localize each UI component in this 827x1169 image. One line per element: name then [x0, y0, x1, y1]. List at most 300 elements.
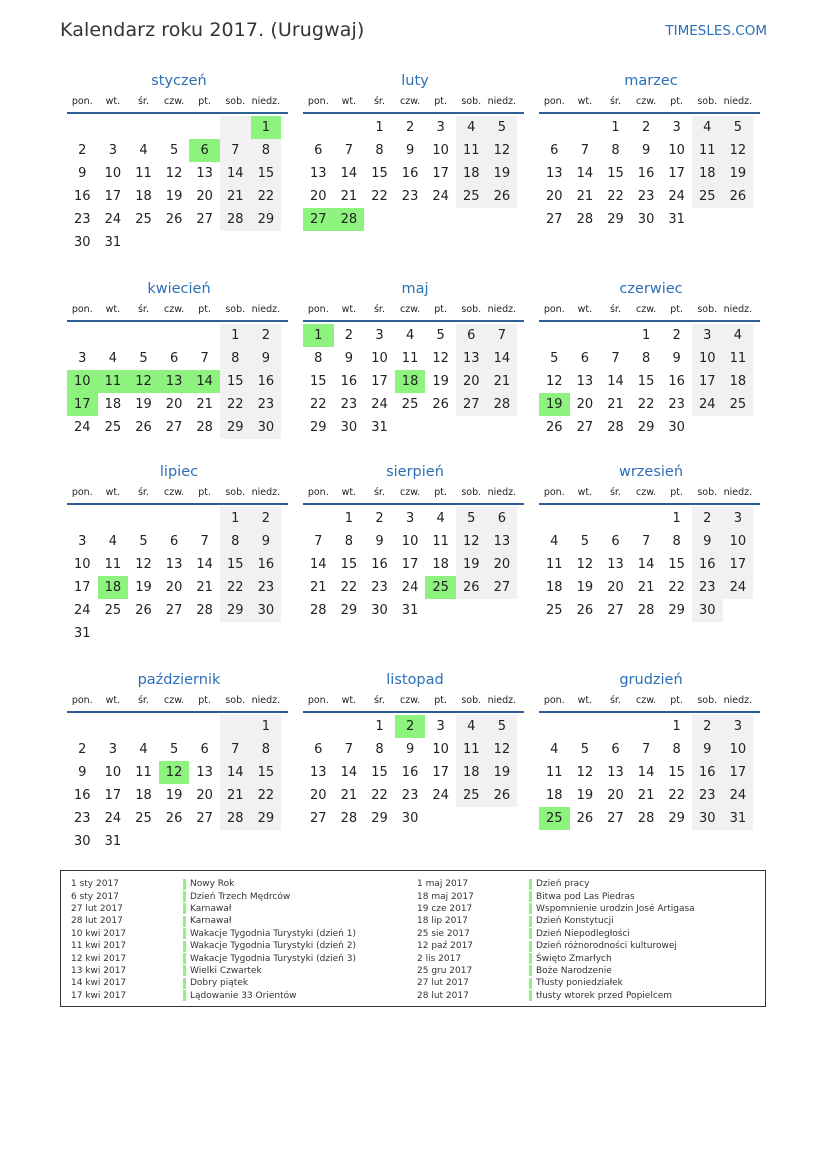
week-row: [539, 324, 763, 347]
day-cell: 10: [74, 557, 91, 572]
day-cell: 13: [310, 765, 327, 780]
day-cell: 27: [303, 208, 334, 231]
day-cell: 2: [344, 328, 354, 343]
month-4: [67, 280, 291, 439]
day-cell: 16: [74, 788, 91, 803]
empty-cell: [220, 231, 251, 254]
day-cell: 25: [425, 576, 456, 599]
legend-item: [417, 952, 695, 964]
day-cell: 12: [487, 139, 518, 162]
day-cell: 2: [405, 120, 415, 135]
day-cell: 8: [375, 742, 384, 757]
holiday-marker: [529, 978, 532, 989]
legend-item: [71, 903, 356, 915]
day-cell: 2: [672, 328, 681, 343]
day-cell: 11: [456, 738, 487, 761]
weekday-label: pt.: [198, 304, 212, 315]
day-cell: 13: [196, 166, 213, 181]
weekday-label: wt.: [341, 96, 357, 107]
day-cell: 12: [135, 557, 152, 572]
day-cell: 23: [340, 397, 358, 412]
holiday-date: 25 sie 2017: [417, 928, 470, 939]
week-row: [67, 715, 291, 738]
day-cell: 21: [637, 580, 655, 595]
day-cell: 30: [401, 811, 419, 826]
day-cell: 26: [723, 185, 754, 208]
day-cell: 14: [607, 374, 624, 389]
day-cell: 7: [220, 738, 251, 761]
day-cell: 19: [165, 189, 183, 204]
day-cell: 17: [371, 374, 388, 389]
empty-cell: [487, 599, 518, 622]
day-cell: 8: [314, 351, 323, 366]
header-divider: [539, 503, 760, 505]
holiday-date: 12 kwi 2017: [71, 953, 127, 964]
weekday-header: [67, 694, 291, 708]
holiday-date: 13 kwi 2017: [71, 965, 127, 976]
day-cell: 8: [251, 139, 282, 162]
day-cell: 5: [487, 715, 518, 738]
day-cell: 15: [607, 166, 624, 181]
day-cell: 28: [196, 603, 213, 618]
weekday-label: pt.: [434, 304, 448, 315]
month-name: listopad: [386, 672, 444, 688]
day-cell: 11: [546, 765, 563, 780]
day-cell: 24: [723, 576, 754, 599]
holiday-date: 10 kwi 2017: [71, 928, 127, 939]
day-cell: 9: [672, 351, 681, 366]
day-cell: 5: [580, 534, 590, 549]
weekday-label: pon.: [71, 96, 93, 107]
day-cell: 5: [580, 742, 590, 757]
holiday-marker: [529, 879, 532, 890]
empty-cell: [631, 507, 662, 530]
week-row: [303, 370, 527, 393]
week-row: [67, 162, 291, 185]
empty-cell: [487, 208, 518, 231]
month-name: lipiec: [159, 464, 199, 480]
month-10: [67, 671, 291, 853]
day-cell: 9: [344, 351, 354, 366]
header-divider: [67, 711, 288, 713]
day-cell: 6: [189, 139, 220, 162]
weekday-label: pt.: [434, 96, 448, 107]
day-cell: 10: [432, 742, 449, 757]
day-cell: 3: [723, 507, 754, 530]
day-cell: 20: [310, 788, 327, 803]
holiday-marker: [529, 928, 532, 939]
holiday-marker: [529, 891, 532, 902]
day-cell: 3: [436, 120, 445, 135]
day-cell: 15: [371, 765, 388, 780]
day-cell: 1: [251, 116, 282, 139]
day-cell: 22: [220, 576, 251, 599]
day-cell: 18: [546, 580, 563, 595]
empty-cell: [487, 807, 518, 830]
day-cell: 28: [637, 603, 655, 618]
day-cell: 1: [641, 328, 651, 343]
empty-cell: [189, 830, 220, 853]
legend-item: [417, 928, 695, 940]
day-cell: 17: [692, 370, 723, 393]
day-cell: 27: [607, 811, 624, 826]
day-cell: 16: [371, 557, 388, 572]
weekday-label: pt.: [198, 96, 212, 107]
day-cell: 4: [139, 742, 148, 757]
day-cell: 3: [108, 742, 118, 757]
brand-link[interactable]: TIMESLES.COM: [665, 23, 767, 39]
day-cell: 15: [340, 557, 358, 572]
week-row: [303, 347, 527, 370]
day-cell: 24: [74, 420, 91, 435]
day-cell: 5: [550, 351, 559, 366]
day-cell: 2: [251, 324, 282, 347]
empty-cell: [539, 116, 570, 139]
empty-cell: [159, 715, 190, 738]
empty-cell: [570, 715, 601, 738]
holiday-marker: [529, 953, 532, 964]
weekday-label: pt.: [198, 695, 212, 706]
empty-cell: [220, 116, 251, 139]
legend-item: [417, 977, 695, 989]
day-cell: 1: [220, 507, 251, 530]
day-cell: 26: [135, 603, 152, 618]
day-cell: 24: [692, 393, 723, 416]
legend-item: [71, 928, 356, 940]
empty-cell: [334, 715, 365, 738]
month-1: [67, 72, 291, 254]
weekday-label: sob.: [697, 96, 718, 107]
day-cell: 14: [340, 166, 358, 181]
day-cell: 30: [637, 212, 655, 227]
empty-cell: [456, 807, 487, 830]
day-cell: 19: [135, 397, 152, 412]
weekday-label: czw.: [400, 96, 421, 107]
day-cell: 20: [165, 580, 183, 595]
holiday-marker: [529, 941, 532, 952]
day-cell: 10: [67, 370, 98, 393]
day-cell: 23: [637, 189, 655, 204]
weekday-label: śr.: [373, 304, 385, 315]
weekday-label: pon.: [307, 487, 329, 498]
day-cell: 10: [104, 765, 122, 780]
day-cell: 26: [576, 811, 594, 826]
holiday-name: Bitwa pod Las Piedras: [536, 891, 635, 902]
day-cell: 16: [692, 761, 723, 784]
weekday-label: śr.: [137, 695, 149, 706]
day-cell: 13: [576, 374, 594, 389]
day-cell: 12: [723, 139, 754, 162]
weekday-label: czw.: [636, 304, 657, 315]
day-cell: 19: [165, 788, 183, 803]
weekday-header: [539, 95, 763, 109]
day-cell: 25: [401, 397, 419, 412]
month-3: [539, 72, 763, 231]
day-cell: 10: [104, 166, 122, 181]
empty-cell: [220, 622, 251, 645]
weekday-label: pon.: [71, 487, 93, 498]
empty-cell: [600, 715, 631, 738]
empty-cell: [159, 830, 190, 853]
day-cell: 31: [104, 235, 122, 250]
day-cell: 23: [251, 393, 282, 416]
day-cell: 17: [104, 788, 122, 803]
day-cell: 5: [436, 328, 445, 343]
day-cell: 25: [104, 420, 122, 435]
day-cell: 17: [723, 761, 754, 784]
empty-cell: [98, 622, 129, 645]
day-cell: 30: [74, 834, 91, 849]
day-cell: 6: [487, 507, 518, 530]
day-cell: 23: [692, 576, 723, 599]
empty-cell: [723, 208, 754, 231]
legend-item: [71, 940, 356, 952]
day-cell: 30: [74, 235, 91, 250]
day-cell: 2: [395, 715, 426, 738]
empty-cell: [570, 116, 601, 139]
month-12: [539, 671, 763, 830]
day-cell: 20: [546, 189, 563, 204]
holiday-marker: [183, 941, 186, 952]
month-8: [303, 463, 527, 622]
day-cell: 2: [375, 511, 384, 526]
week-row: [67, 370, 291, 393]
day-cell: 17: [432, 166, 449, 181]
day-cell: 14: [189, 370, 220, 393]
day-cell: 9: [405, 742, 415, 757]
week-row: [303, 162, 527, 185]
holiday-marker: [529, 916, 532, 927]
day-cell: 3: [78, 534, 87, 549]
week-row: [67, 807, 291, 830]
day-cell: 26: [487, 784, 518, 807]
weekday-label: niedz.: [487, 96, 517, 107]
month-name: sierpień: [386, 464, 444, 480]
day-cell: 21: [310, 580, 327, 595]
day-cell: 30: [692, 599, 723, 622]
weekday-label: sob.: [697, 304, 718, 315]
weekday-label: wt.: [105, 96, 121, 107]
week-row: [539, 347, 763, 370]
weekday-label: pon.: [71, 695, 93, 706]
day-cell: 28: [196, 420, 213, 435]
month-name: wrzesień: [618, 464, 684, 480]
week-row: [539, 507, 763, 530]
day-cell: 13: [607, 557, 624, 572]
day-cell: 4: [456, 116, 487, 139]
day-cell: 20: [310, 189, 327, 204]
month-name: grudzień: [619, 672, 683, 688]
header-divider: [303, 112, 524, 114]
week-row: [67, 231, 291, 254]
week-row: [67, 416, 291, 439]
day-cell: 2: [78, 143, 87, 158]
day-cell: 3: [375, 328, 384, 343]
day-cell: 23: [251, 576, 282, 599]
holiday-name: Dzień różnorodności kulturowej: [536, 941, 677, 952]
week-row: [539, 185, 763, 208]
holiday-date: 12 paź 2017: [417, 941, 474, 952]
day-cell: 7: [344, 143, 354, 158]
holiday-name: Wielki Czwartek: [190, 965, 262, 976]
week-row: [67, 139, 291, 162]
empty-cell: [600, 507, 631, 530]
day-cell: 26: [546, 420, 563, 435]
day-cell: 6: [611, 534, 620, 549]
day-cell: 28: [220, 208, 251, 231]
day-cell: 27: [487, 576, 518, 599]
weekday-label: czw.: [636, 96, 657, 107]
day-cell: 24: [74, 603, 91, 618]
day-cell: 16: [401, 166, 419, 181]
day-cell: 4: [456, 715, 487, 738]
day-cell: 28: [310, 603, 327, 618]
day-cell: 9: [405, 143, 415, 158]
empty-cell: [128, 231, 159, 254]
day-cell: 10: [668, 143, 685, 158]
holiday-name: Wspomnienie urodzin José Artigasa: [536, 903, 695, 914]
day-cell: 16: [74, 189, 91, 204]
weekday-label: pt.: [670, 304, 684, 315]
day-cell: 7: [487, 324, 518, 347]
weekday-label: śr.: [137, 96, 149, 107]
week-row: [67, 576, 291, 599]
empty-cell: [159, 231, 190, 254]
week-row: [539, 393, 763, 416]
week-row: [303, 139, 527, 162]
day-cell: 28: [487, 393, 518, 416]
month-2: [303, 72, 527, 231]
day-cell: 24: [723, 784, 754, 807]
month-5: [303, 280, 527, 439]
empty-cell: [456, 599, 487, 622]
day-cell: 1: [251, 715, 282, 738]
day-cell: 7: [314, 534, 323, 549]
weekday-label: śr.: [609, 487, 621, 498]
weekday-label: sob.: [697, 695, 718, 706]
day-cell: 22: [251, 185, 282, 208]
weekday-label: czw.: [164, 487, 185, 498]
day-cell: 13: [159, 370, 190, 393]
weekday-label: sob.: [225, 487, 246, 498]
day-cell: 30: [692, 807, 723, 830]
day-cell: 5: [723, 116, 754, 139]
empty-cell: [539, 715, 570, 738]
day-cell: 12: [432, 351, 449, 366]
weekday-label: wt.: [577, 695, 593, 706]
empty-cell: [692, 208, 723, 231]
day-cell: 5: [487, 116, 518, 139]
day-cell: 24: [104, 811, 122, 826]
holiday-name: Karnawał: [190, 916, 232, 927]
header-divider: [303, 503, 524, 505]
day-cell: 15: [251, 162, 282, 185]
day-cell: 16: [401, 765, 419, 780]
weekday-header: [539, 486, 763, 500]
weekday-label: sob.: [461, 304, 482, 315]
day-cell: 21: [487, 370, 518, 393]
week-row: [303, 715, 527, 738]
weekday-label: śr.: [609, 695, 621, 706]
day-cell: 21: [340, 189, 358, 204]
day-cell: 20: [196, 189, 213, 204]
empty-cell: [189, 116, 220, 139]
day-cell: 4: [139, 143, 148, 158]
day-cell: 30: [340, 420, 358, 435]
day-cell: 19: [135, 580, 152, 595]
day-cell: 12: [576, 765, 594, 780]
month-11: [303, 671, 527, 830]
day-cell: 19: [487, 162, 518, 185]
legend-item: [417, 940, 695, 952]
day-cell: 8: [220, 347, 251, 370]
weekday-label: niedz.: [251, 304, 281, 315]
day-cell: 17: [432, 765, 449, 780]
day-cell: 15: [310, 374, 327, 389]
holiday-marker: [529, 990, 532, 1001]
holiday-marker: [183, 879, 186, 890]
day-cell: 18: [546, 788, 563, 803]
day-cell: 28: [607, 420, 624, 435]
day-cell: 9: [692, 530, 723, 553]
weekday-label: wt.: [105, 695, 121, 706]
holiday-date: 17 kwi 2017: [71, 990, 127, 1001]
weekday-label: niedz.: [723, 96, 753, 107]
day-cell: 27: [310, 811, 327, 826]
weekday-header: [539, 694, 763, 708]
day-cell: 29: [220, 416, 251, 439]
header-divider: [303, 711, 524, 713]
empty-cell: [159, 116, 190, 139]
holiday-marker: [183, 903, 186, 914]
day-cell: 20: [196, 788, 213, 803]
empty-cell: [303, 715, 334, 738]
day-cell: 14: [637, 765, 655, 780]
day-cell: 11: [135, 765, 152, 780]
day-cell: 23: [668, 397, 685, 412]
week-row: [303, 738, 527, 761]
week-row: [539, 116, 763, 139]
week-row: [67, 553, 291, 576]
weekday-label: sob.: [225, 96, 246, 107]
day-cell: 27: [576, 420, 594, 435]
holiday-name: Lądowanie 33 Orientów: [190, 990, 297, 1001]
empty-cell: [67, 324, 98, 347]
week-row: [303, 416, 527, 439]
day-cell: 12: [159, 761, 190, 784]
weekday-label: pt.: [434, 695, 448, 706]
header-divider: [539, 112, 760, 114]
empty-cell: [631, 715, 662, 738]
day-cell: 14: [340, 765, 358, 780]
holiday-date: 28 lut 2017: [71, 916, 123, 927]
day-cell: 20: [607, 580, 624, 595]
week-row: [303, 553, 527, 576]
day-cell: 6: [169, 351, 179, 366]
day-cell: 21: [196, 397, 213, 412]
weekday-label: wt.: [577, 96, 593, 107]
day-cell: 25: [692, 185, 723, 208]
day-cell: 29: [668, 603, 685, 618]
day-cell: 4: [405, 328, 415, 343]
day-cell: 16: [340, 374, 358, 389]
header-divider: [539, 320, 760, 322]
weekday-header: [303, 303, 527, 317]
day-cell: 14: [310, 557, 327, 572]
day-cell: 9: [251, 530, 282, 553]
empty-cell: [98, 324, 129, 347]
day-cell: 6: [314, 143, 323, 158]
